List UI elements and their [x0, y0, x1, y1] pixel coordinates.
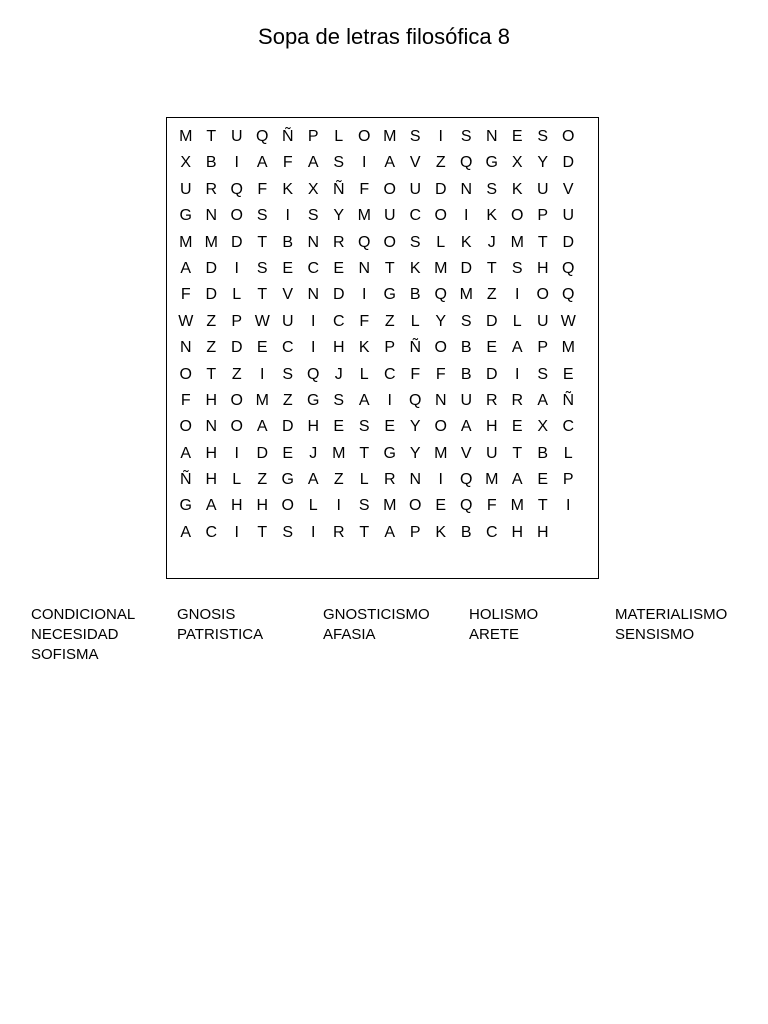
grid-letter[interactable]: M: [179, 128, 193, 145]
grid-letter[interactable]: T: [257, 523, 268, 541]
word-list-item: MATERIALISMO: [615, 606, 728, 623]
word-list-item: GNOSTICISMO: [323, 606, 430, 623]
grid-letter[interactable]: M: [332, 444, 346, 462]
grid-letter[interactable]: Z: [231, 365, 242, 383]
grid-letter[interactable]: I: [387, 391, 392, 409]
grid-letter[interactable]: C: [409, 207, 422, 225]
grid-letter[interactable]: I: [311, 523, 316, 541]
grid-letter[interactable]: I: [566, 497, 571, 515]
grid-letter[interactable]: M: [383, 128, 397, 145]
grid-letter[interactable]: M: [434, 444, 448, 462]
grid-letter[interactable]: A: [358, 391, 370, 409]
grid-letter[interactable]: O: [409, 497, 422, 515]
grid-letter[interactable]: T: [359, 523, 370, 541]
grid-letter[interactable]: G: [383, 444, 396, 462]
grid-letter[interactable]: D: [230, 339, 243, 357]
grid-letter[interactable]: M: [510, 497, 524, 515]
grid-letter[interactable]: T: [257, 233, 268, 251]
grid-letter[interactable]: J: [334, 365, 343, 383]
grid-letter[interactable]: G: [179, 207, 192, 225]
grid-letter[interactable]: O: [383, 180, 396, 198]
grid-letter[interactable]: E: [486, 339, 498, 357]
grid-letter[interactable]: R: [332, 523, 345, 541]
grid-letter[interactable]: Z: [282, 391, 293, 409]
grid-letter[interactable]: I: [515, 365, 520, 383]
grid-letter[interactable]: Y: [333, 207, 345, 225]
grid-letter[interactable]: Q: [230, 180, 243, 198]
grid-letter[interactable]: V: [282, 286, 294, 304]
word-list-item: NECESIDAD: [31, 626, 119, 643]
grid-letter[interactable]: T: [486, 259, 497, 277]
grid-letter[interactable]: P: [384, 339, 396, 357]
grid-letter[interactable]: D: [562, 154, 575, 172]
grid-letter[interactable]: O: [230, 207, 243, 225]
grid-letter[interactable]: B: [460, 339, 472, 357]
grid-letter[interactable]: D: [434, 180, 447, 198]
grid-letter[interactable]: I: [234, 444, 239, 462]
grid-letter[interactable]: G: [485, 154, 498, 172]
grid-letter[interactable]: U: [383, 207, 396, 225]
grid-letter[interactable]: D: [281, 418, 294, 436]
grid-letter[interactable]: I: [336, 497, 341, 515]
grid-letter[interactable]: E: [435, 497, 447, 515]
grid-letter[interactable]: G: [281, 471, 294, 489]
grid-letter[interactable]: O: [511, 207, 524, 225]
word-list-item: GNOSIS: [177, 606, 236, 623]
page-title: Sopa de letras filosófica 8: [258, 24, 510, 49]
grid-letter[interactable]: Q: [307, 365, 320, 383]
grid-letter[interactable]: W: [254, 312, 270, 330]
grid-letter[interactable]: S: [460, 312, 472, 330]
grid-letter[interactable]: Ñ: [409, 339, 422, 357]
grid-letter[interactable]: P: [409, 523, 421, 541]
grid-letter[interactable]: I: [515, 286, 520, 304]
grid-letter[interactable]: J: [487, 233, 496, 251]
grid-letter[interactable]: B: [282, 233, 294, 251]
grid-letter[interactable]: H: [536, 259, 549, 277]
grid-letter[interactable]: A: [537, 391, 549, 409]
grid-letter[interactable]: R: [511, 391, 524, 409]
grid-letter[interactable]: K: [511, 180, 523, 198]
grid-letter[interactable]: U: [460, 391, 473, 409]
grid-letter[interactable]: M: [561, 339, 575, 357]
grid-letter[interactable]: N: [485, 128, 498, 145]
grid-letter[interactable]: T: [206, 365, 217, 383]
grid-letter[interactable]: E: [282, 259, 294, 277]
grid-letter[interactable]: O: [536, 286, 549, 304]
grid-letter[interactable]: I: [260, 365, 265, 383]
grid-letter[interactable]: P: [537, 207, 549, 225]
grid-letter[interactable]: Q: [460, 471, 473, 489]
grid-letter[interactable]: Ñ: [562, 391, 575, 409]
grid-letter[interactable]: Q: [562, 259, 575, 277]
grid-letter[interactable]: D: [256, 444, 269, 462]
grid-letter[interactable]: M: [485, 471, 499, 489]
grid-letter[interactable]: E: [537, 471, 549, 489]
grid-letter[interactable]: D: [485, 365, 498, 383]
grid-letter[interactable]: H: [485, 418, 498, 436]
grid-letter[interactable]: I: [311, 339, 316, 357]
grid-letter[interactable]: E: [282, 444, 294, 462]
grid-letter[interactable]: I: [464, 207, 469, 225]
grid-letter[interactable]: H: [536, 523, 549, 541]
grid-letter[interactable]: A: [307, 471, 319, 489]
grid-letter[interactable]: N: [205, 418, 218, 436]
grid-letter[interactable]: Z: [206, 312, 217, 330]
grid-letter[interactable]: L: [308, 497, 318, 515]
grid-letter[interactable]: L: [334, 128, 344, 145]
grid-letter[interactable]: S: [282, 523, 294, 541]
grid-letter[interactable]: U: [409, 180, 422, 198]
grid-letter[interactable]: A: [511, 471, 523, 489]
grid-letter[interactable]: A: [205, 497, 217, 515]
grid-letter[interactable]: M: [459, 286, 473, 304]
grid-letter[interactable]: H: [230, 497, 243, 515]
grid-letter[interactable]: Q: [358, 233, 371, 251]
grid-letter[interactable]: S: [307, 207, 319, 225]
grid-letter[interactable]: E: [256, 339, 268, 357]
grid-letter[interactable]: Z: [257, 471, 268, 489]
grid-letter[interactable]: C: [562, 418, 575, 436]
grid-letter[interactable]: I: [234, 154, 239, 172]
grid-letter[interactable]: Z: [486, 286, 497, 304]
grid-letter[interactable]: Y: [409, 418, 421, 436]
grid-letter[interactable]: J: [309, 444, 318, 462]
grid-letter[interactable]: A: [384, 523, 396, 541]
word-list: [31, 605, 761, 665]
grid-letter[interactable]: S: [282, 365, 294, 383]
grid-letter[interactable]: U: [179, 180, 192, 198]
grid-letter[interactable]: I: [311, 312, 316, 330]
grid-letter[interactable]: C: [383, 365, 396, 383]
grid-letter[interactable]: T: [537, 233, 548, 251]
grid-letter[interactable]: C: [307, 259, 320, 277]
grid-letter[interactable]: R: [485, 391, 498, 409]
grid-letter[interactable]: C: [205, 523, 218, 541]
grid-letter[interactable]: A: [180, 444, 192, 462]
word-list-item: AFASIA: [323, 626, 376, 643]
grid-letter[interactable]: Ñ: [332, 180, 345, 198]
grid-letter[interactable]: R: [332, 233, 345, 251]
grid-letter[interactable]: P: [307, 128, 319, 145]
grid-letter[interactable]: D: [205, 259, 218, 277]
grid-letter[interactable]: D: [460, 259, 473, 277]
grid-letter[interactable]: W: [560, 312, 576, 330]
grid-letter[interactable]: G: [383, 286, 396, 304]
grid-letter[interactable]: O: [434, 418, 447, 436]
grid-letter[interactable]: B: [409, 286, 421, 304]
grid-letter[interactable]: O: [358, 128, 371, 145]
grid-letter[interactable]: L: [563, 444, 573, 462]
grid-letter[interactable]: E: [333, 259, 345, 277]
grid-letter[interactable]: A: [180, 259, 192, 277]
grid-letter[interactable]: E: [511, 418, 523, 436]
grid-letter[interactable]: D: [485, 312, 498, 330]
grid-letter[interactable]: T: [257, 286, 268, 304]
grid-letter[interactable]: I: [285, 207, 290, 225]
grid-letter[interactable]: M: [179, 233, 193, 251]
grid-letter[interactable]: O: [434, 339, 447, 357]
grid-letter[interactable]: V: [460, 444, 472, 462]
grid-letter[interactable]: P: [231, 312, 243, 330]
grid-letter[interactable]: F: [180, 391, 191, 409]
grid-letter[interactable]: I: [234, 259, 239, 277]
grid-letter[interactable]: L: [436, 233, 446, 251]
grid-letter[interactable]: A: [180, 523, 192, 541]
grid-letter[interactable]: A: [460, 418, 472, 436]
grid-letter[interactable]: E: [511, 128, 523, 145]
grid-letter[interactable]: P: [537, 339, 549, 357]
grid-letter[interactable]: K: [460, 233, 472, 251]
grid-letter[interactable]: F: [282, 154, 293, 172]
grid-letter[interactable]: U: [485, 444, 498, 462]
grid-letter[interactable]: T: [512, 444, 523, 462]
grid-letter[interactable]: Q: [562, 286, 575, 304]
grid-letter[interactable]: G: [179, 497, 192, 515]
grid-letter[interactable]: S: [409, 128, 421, 145]
grid-letter[interactable]: H: [205, 444, 218, 462]
grid-letter[interactable]: B: [205, 154, 217, 172]
grid-letter[interactable]: F: [180, 286, 191, 304]
grid-letter[interactable]: S: [409, 233, 421, 251]
grid-letter[interactable]: N: [434, 391, 447, 409]
grid-letter[interactable]: F: [410, 365, 421, 383]
grid-letter[interactable]: Z: [333, 471, 344, 489]
grid-letter[interactable]: Y: [435, 312, 447, 330]
word-list-item: PATRISTICA: [177, 626, 264, 643]
grid-letter[interactable]: L: [410, 312, 420, 330]
grid-letter[interactable]: C: [281, 339, 294, 357]
word-list-item: SENSISMO: [615, 626, 695, 643]
grid-letter[interactable]: Q: [409, 391, 422, 409]
grid-letter[interactable]: C: [332, 312, 345, 330]
grid-letter[interactable]: K: [435, 523, 447, 541]
grid-letter[interactable]: D: [332, 286, 345, 304]
grid-letter[interactable]: H: [332, 339, 345, 357]
grid-letter[interactable]: Q: [434, 286, 447, 304]
grid-letter[interactable]: Ñ: [281, 128, 294, 145]
grid-letter[interactable]: O: [230, 391, 243, 409]
grid-letter[interactable]: I: [438, 471, 443, 489]
grid-letter[interactable]: M: [434, 259, 448, 277]
grid-letter[interactable]: S: [537, 128, 549, 145]
grid-letter[interactable]: V: [562, 180, 574, 198]
grid-letter[interactable]: P: [562, 471, 574, 489]
grid-letter[interactable]: A: [256, 154, 268, 172]
grid-letter[interactable]: K: [486, 207, 498, 225]
grid-letter[interactable]: O: [179, 365, 192, 383]
grid-letter[interactable]: H: [256, 497, 269, 515]
grid-letter[interactable]: H: [205, 391, 218, 409]
grid-letter[interactable]: M: [255, 391, 269, 409]
grid-letter[interactable]: E: [562, 365, 574, 383]
grid-letter[interactable]: S: [358, 497, 370, 515]
grid-letter[interactable]: M: [204, 233, 218, 251]
grid-letter[interactable]: K: [282, 180, 294, 198]
word-list-item: HOLISMO: [469, 606, 539, 623]
grid-letter[interactable]: A: [256, 418, 268, 436]
grid-letter[interactable]: S: [256, 207, 268, 225]
grid-letter[interactable]: R: [383, 471, 396, 489]
grid-letter[interactable]: Q: [460, 154, 473, 172]
grid-letter[interactable]: L: [232, 286, 242, 304]
grid-letter[interactable]: M: [357, 207, 371, 225]
grid-letter[interactable]: O: [434, 207, 447, 225]
grid-letter[interactable]: E: [333, 418, 345, 436]
grid-letter[interactable]: I: [234, 523, 239, 541]
grid-letter[interactable]: S: [460, 128, 472, 145]
grid-letter[interactable]: I: [362, 154, 367, 172]
grid-letter[interactable]: Z: [206, 339, 217, 357]
grid-letter[interactable]: B: [460, 365, 472, 383]
grid-letter[interactable]: X: [180, 154, 192, 172]
grid-letter[interactable]: S: [486, 180, 498, 198]
grid-letter[interactable]: T: [384, 259, 395, 277]
grid-letter[interactable]: S: [358, 418, 370, 436]
grid-letter[interactable]: D: [205, 286, 218, 304]
grid-letter[interactable]: F: [486, 497, 497, 515]
grid-letter[interactable]: F: [257, 180, 268, 198]
grid-letter[interactable]: K: [358, 339, 370, 357]
grid-letter[interactable]: V: [409, 154, 421, 172]
grid-letter[interactable]: F: [435, 365, 446, 383]
grid-letter[interactable]: Q: [256, 128, 269, 145]
grid-letter[interactable]: S: [511, 259, 523, 277]
grid-letter[interactable]: Z: [384, 312, 395, 330]
grid-letter[interactable]: L: [359, 365, 369, 383]
word-search-grid: [166, 117, 599, 579]
grid-letter[interactable]: O: [383, 233, 396, 251]
grid-letter[interactable]: W: [178, 312, 194, 330]
grid-letter[interactable]: O: [230, 418, 243, 436]
grid-letter[interactable]: B: [460, 523, 472, 541]
grid-letter[interactable]: E: [384, 418, 396, 436]
grid-letter[interactable]: N: [307, 286, 320, 304]
grid-letter[interactable]: H: [307, 418, 320, 436]
grid-letter[interactable]: S: [537, 365, 549, 383]
grid-letter[interactable]: Ñ: [179, 471, 192, 489]
grid-letter[interactable]: S: [256, 259, 268, 277]
grid-letter[interactable]: K: [409, 259, 421, 277]
grid-letter[interactable]: T: [359, 444, 370, 462]
grid-letter[interactable]: M: [383, 497, 397, 515]
grid-letter[interactable]: U: [281, 312, 294, 330]
letter-grid: [173, 124, 581, 546]
grid-letter[interactable]: A: [307, 154, 319, 172]
grid-letter[interactable]: I: [362, 286, 367, 304]
grid-letter[interactable]: X: [511, 154, 523, 172]
grid-letter[interactable]: F: [359, 180, 370, 198]
grid-letter[interactable]: L: [512, 312, 522, 330]
grid-letter[interactable]: A: [511, 339, 523, 357]
grid-letter[interactable]: D: [230, 233, 243, 251]
grid-letter[interactable]: O: [281, 497, 294, 515]
grid-letter[interactable]: N: [307, 233, 320, 251]
grid-letter[interactable]: U: [536, 312, 549, 330]
grid-letter[interactable]: U: [536, 180, 549, 198]
grid-letter[interactable]: Y: [537, 154, 549, 172]
grid-letter[interactable]: T: [537, 497, 548, 515]
grid-letter[interactable]: O: [562, 128, 575, 145]
grid-letter[interactable]: N: [409, 471, 422, 489]
grid-letter[interactable]: G: [307, 391, 320, 409]
grid-letter[interactable]: Q: [460, 497, 473, 515]
grid-letter[interactable]: Z: [435, 154, 446, 172]
grid-letter[interactable]: L: [359, 471, 369, 489]
grid-letter[interactable]: H: [511, 523, 524, 541]
grid-letter[interactable]: A: [384, 154, 396, 172]
grid-letter[interactable]: C: [485, 523, 498, 541]
grid-letter[interactable]: B: [537, 444, 549, 462]
grid-letter[interactable]: F: [359, 312, 370, 330]
grid-letter[interactable]: M: [510, 233, 524, 251]
grid-letter[interactable]: O: [179, 418, 192, 436]
grid-letter[interactable]: Y: [409, 444, 421, 462]
grid-letter[interactable]: L: [232, 471, 242, 489]
grid-letter[interactable]: S: [333, 154, 345, 172]
grid-letter[interactable]: T: [206, 128, 217, 145]
word-list-item: ARETE: [469, 626, 520, 643]
word-list-item: SOFISMA: [31, 646, 99, 663]
grid-letter[interactable]: N: [358, 259, 371, 277]
grid-letter[interactable]: N: [460, 180, 473, 198]
grid-letter[interactable]: U: [230, 128, 243, 145]
grid-letter[interactable]: U: [562, 207, 575, 225]
grid-letter[interactable]: N: [205, 207, 218, 225]
grid-letter[interactable]: D: [562, 233, 575, 251]
word-list-item: CONDICIONAL: [31, 606, 136, 623]
grid-letter[interactable]: R: [205, 180, 218, 198]
grid-letter[interactable]: H: [205, 471, 218, 489]
grid-letter[interactable]: N: [179, 339, 192, 357]
grid-letter[interactable]: I: [438, 128, 443, 145]
grid-letter[interactable]: X: [537, 418, 549, 436]
grid-letter[interactable]: X: [307, 180, 319, 198]
grid-letter[interactable]: S: [333, 391, 345, 409]
